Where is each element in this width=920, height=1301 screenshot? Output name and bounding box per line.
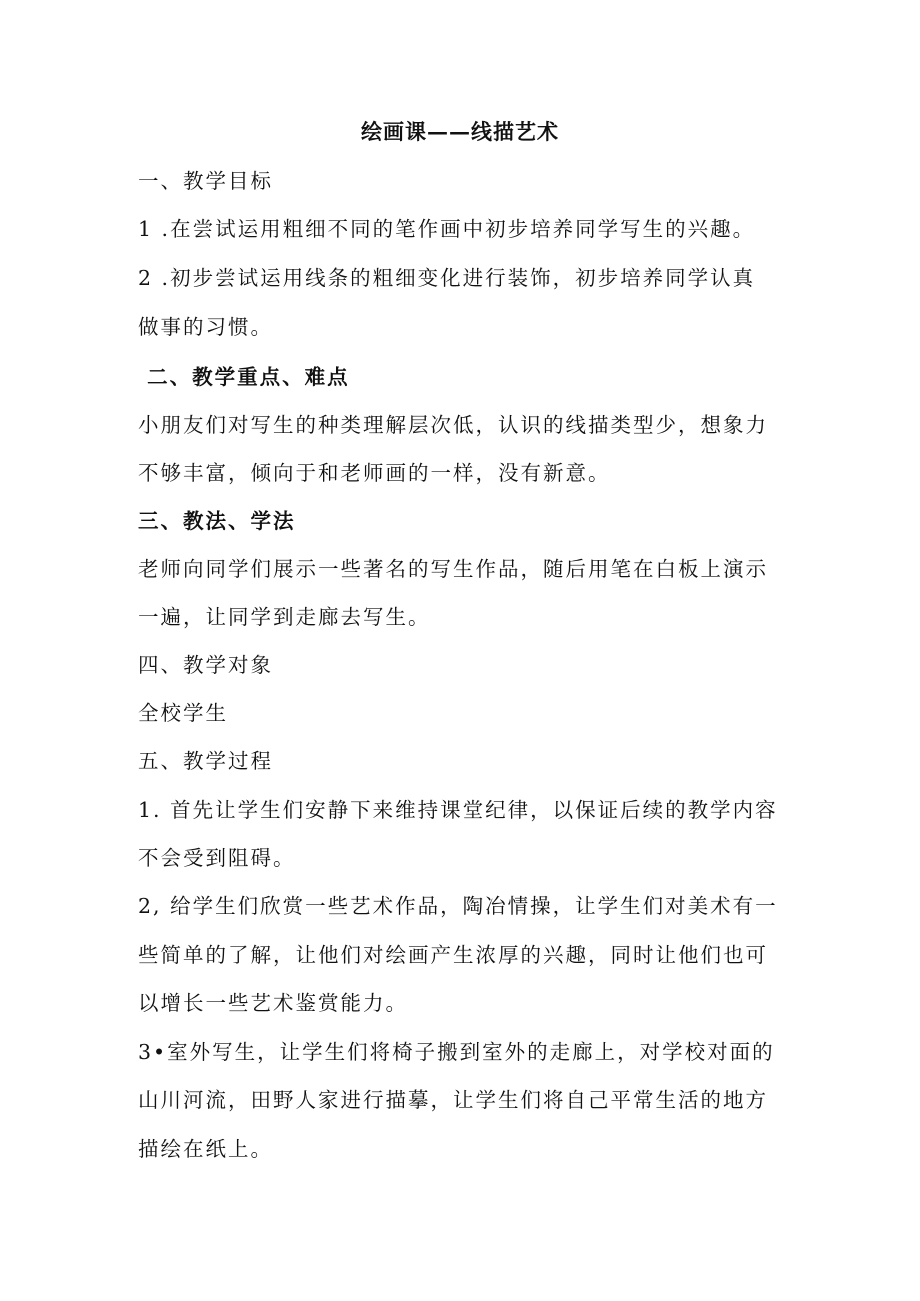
document-title: 绘画课——线描艺术: [361, 119, 559, 144]
process-1-line-2: 不会受到阻碍。: [138, 846, 296, 870]
section-heading-key-points: 二、教学重点、难点: [138, 365, 350, 389]
methods-line-1: 老师向同学们展示一些著名的写生作品，随后用笔在白板上演示: [138, 557, 768, 581]
key-points-line-1: 小朋友们对写生的种类理解层次低，认识的线描类型少，想象力: [138, 413, 768, 437]
process-2-line-3: 以增长一些艺术鉴赏能力。: [138, 991, 408, 1015]
process-3-line-3: 描绘在纸上。: [138, 1137, 273, 1161]
section-heading-objectives: 一、教学目标: [138, 169, 273, 193]
objective-1: 1 .在尝试运用粗细不同的笔作画中初步培养同学写生的兴趣。: [138, 217, 756, 241]
audience-text: 全校学生: [138, 701, 228, 725]
key-points-line-2: 不够丰富，倾向于和老师画的一样，没有新意。: [138, 461, 611, 485]
process-2-line-1: 2, 给学生们欣赏一些艺术作品，陶冶情操，让学生们对美术有一: [138, 894, 778, 918]
section-heading-methods: 三、教法、学法: [138, 509, 296, 533]
section-heading-process: 五、教学过程: [138, 749, 273, 773]
process-3-line-2: 山川河流，田野人家进行描摹，让学生们将自己平常生活的地方: [138, 1088, 768, 1112]
process-3-line-1: 3•室外写生，让学生们将椅子搬到室外的走廊上，对学校对面的: [138, 1040, 775, 1064]
objective-2-line-2: 做事的习惯。: [138, 315, 273, 339]
methods-line-2: 一遍，让同学到走廊去写生。: [138, 605, 431, 629]
process-1-line-1: 1. 首先让学生们安静下来维持课堂纪律，以保证后续的教学内容: [138, 798, 778, 822]
process-2-line-2: 些简单的了解，让他们对绘画产生浓厚的兴趣，同时让他们也可: [138, 943, 768, 967]
section-heading-audience: 四、教学对象: [138, 653, 273, 677]
objective-2-line-1: 2 .初步尝试运用线条的粗细变化进行装饰，初步培养同学认真: [138, 266, 756, 290]
